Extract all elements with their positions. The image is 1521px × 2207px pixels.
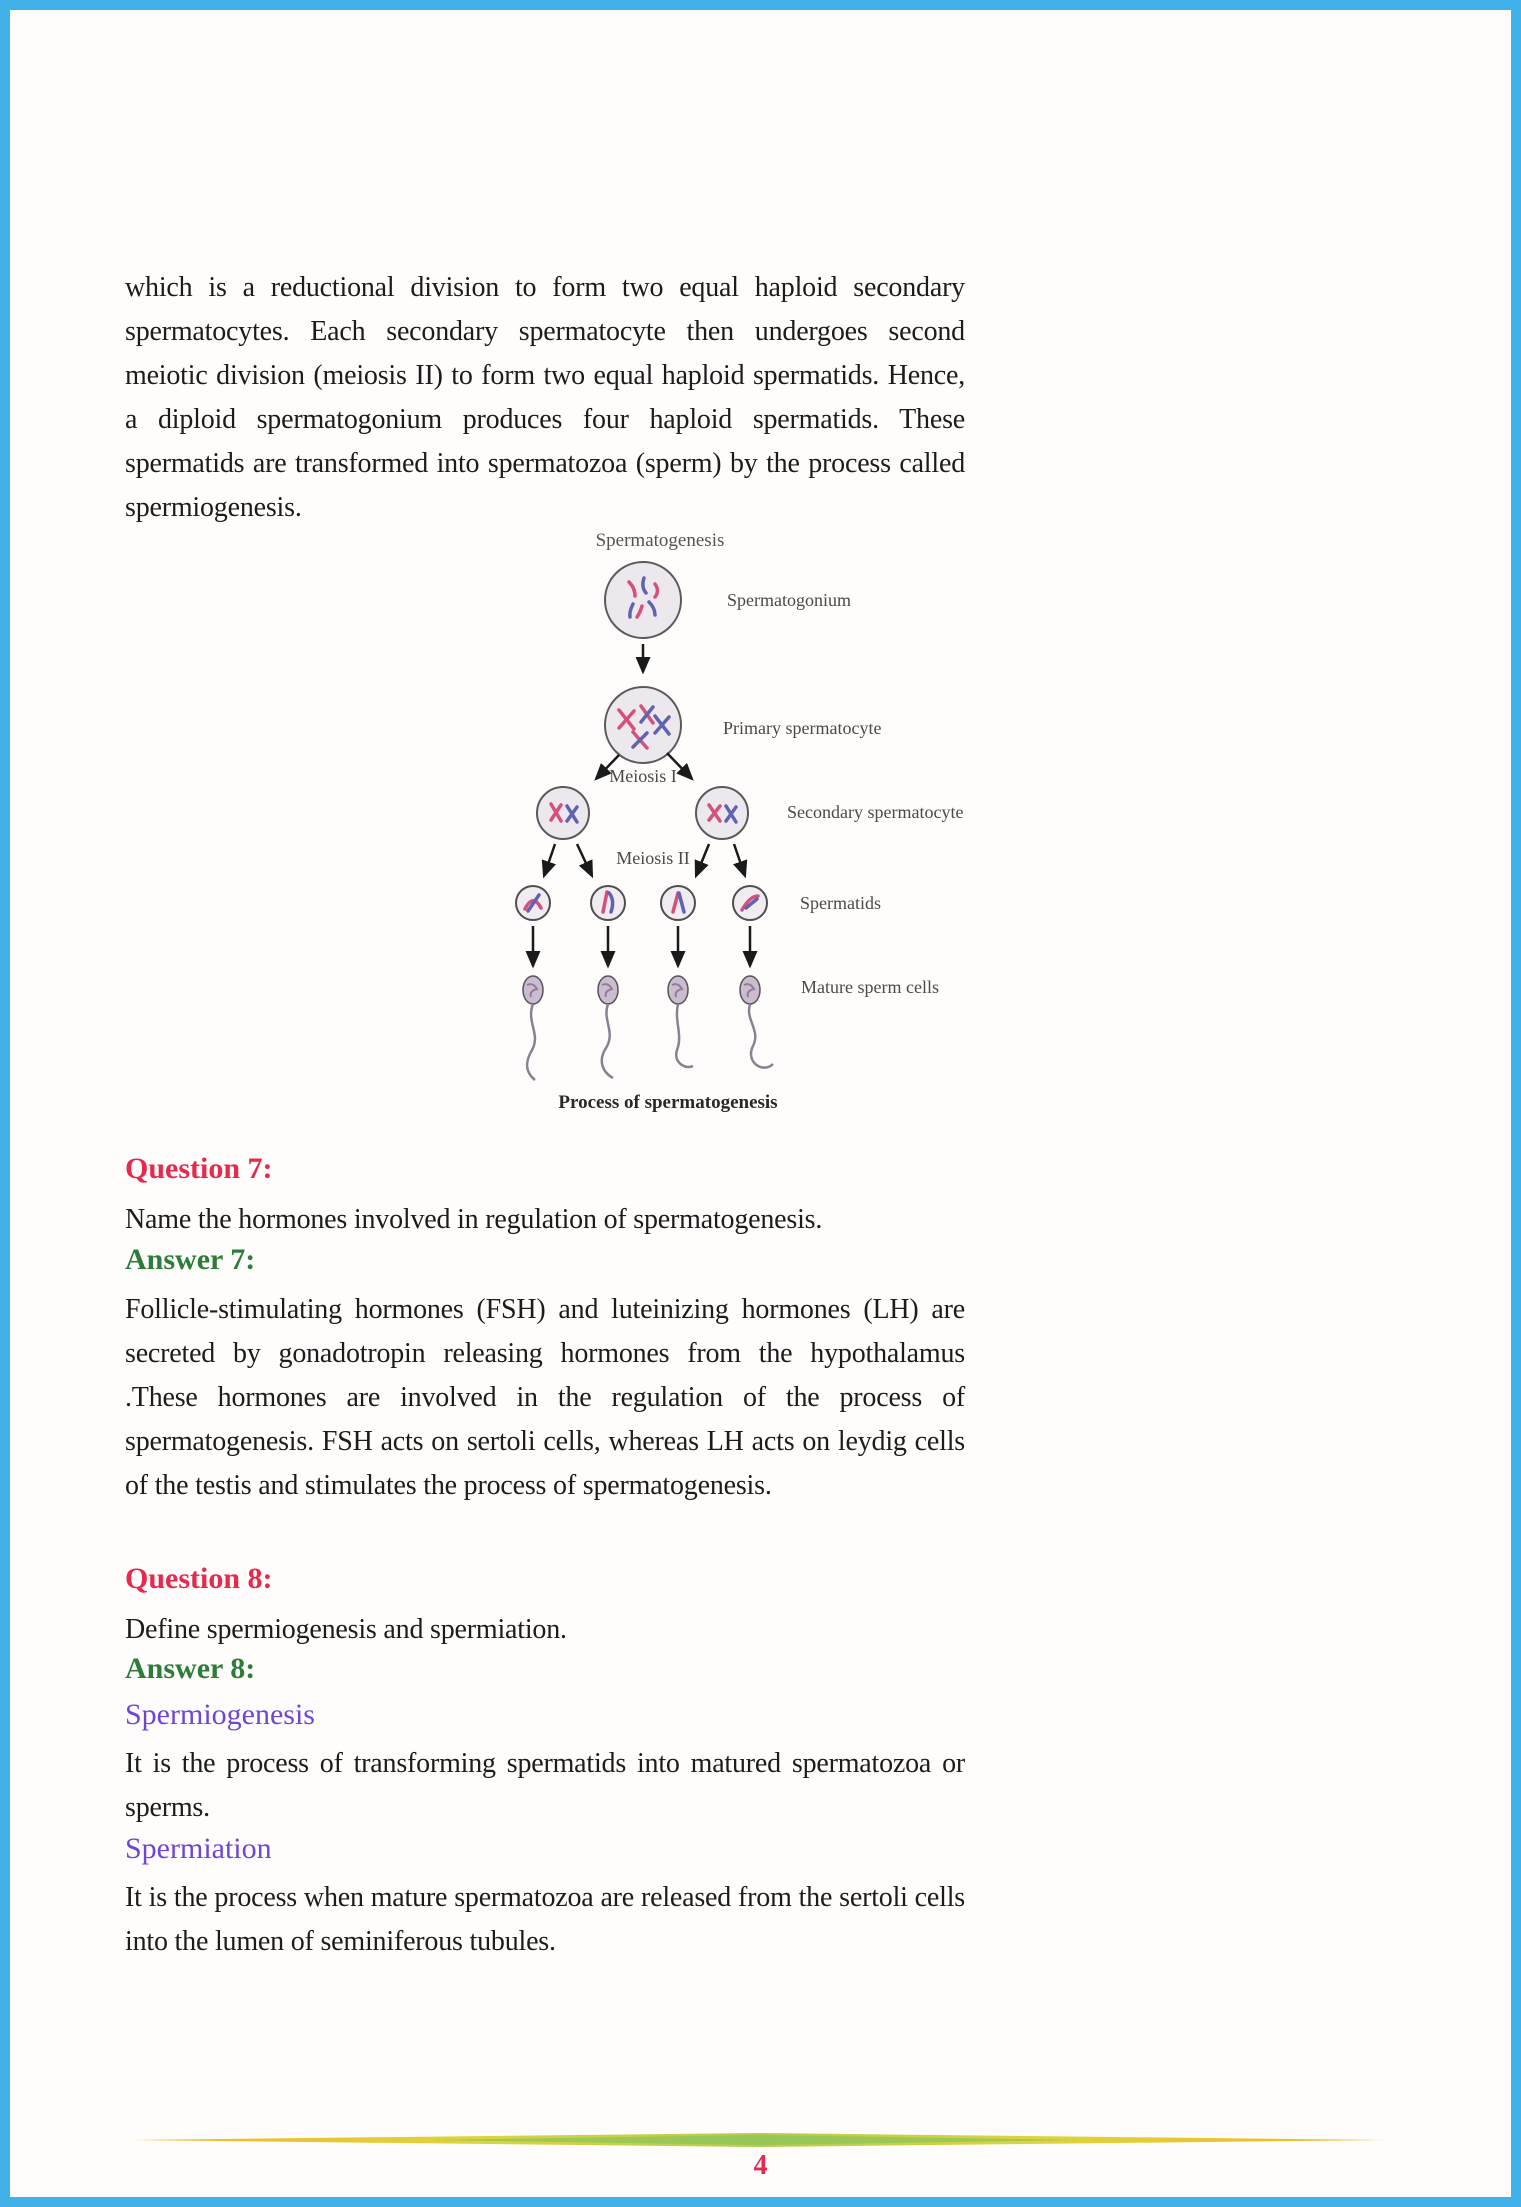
- label-meiosis-2: Meiosis II: [616, 848, 690, 868]
- footer-divider-line: [130, 2132, 1385, 2148]
- secondary-spermatocyte-left: [537, 787, 589, 839]
- arrow-meiosis2-1: [544, 844, 555, 876]
- label-secondary-spermatocyte: Secondary spermatocyte: [787, 802, 964, 822]
- spermatogonium-cell: [605, 562, 681, 638]
- question-7-heading: Question 7:: [125, 1152, 273, 1185]
- label-spermatogonium: Spermatogonium: [727, 590, 851, 610]
- answer-7-text: Follicle-stimulating hormones (FSH) and luteinizing hormones (LH) are secreted by gonadotropin releasing hormones from the hypothalamus .These hormones are involved in the regulation of the process of spermatogenesis. FSH acts on sertoli cells, whereas LH acts on leydig cells of the testis and stimulates the process of spermatogenesis.: [125, 1294, 965, 1501]
- intro-paragraph: which is a reductional division to form two equal haploid secondary spermatocytes. Each secondary spermatocyte then undergoes second meiotic division (meiosis II) to form two equal haploid spermatids. Hence, a diploid spermatogonium produces four haploid spermatids. These spermatids are transformed into spermatozoa (sperm) by the process called spermiogenesis.: [125, 272, 965, 523]
- spermiation-definition: It is the process when mature spermatozoa are released from the sertoli cells into the lumen of seminiferous tubules.: [125, 1882, 965, 1957]
- arrow-meiosis2-4: [734, 844, 745, 876]
- spermiogenesis-definition: It is the process of transforming spermatids into matured spermatozoa or sperms.: [125, 1748, 965, 1823]
- question-7-text: Name the hormones involved in regulation of spermatogenesis.: [125, 1204, 823, 1235]
- primary-spermatocyte-cell: [605, 687, 681, 763]
- spermiation-subheading: Spermiation: [125, 1832, 272, 1865]
- spermiogenesis-subheading: Spermiogenesis: [125, 1698, 315, 1731]
- page-number: 4: [753, 2150, 768, 2181]
- label-mature-sperm-cells: Mature sperm cells: [801, 977, 939, 997]
- label-spermatids: Spermatids: [800, 893, 881, 913]
- question-8-text: Define spermiogenesis and spermiation.: [125, 1614, 567, 1645]
- arrow-meiosis2-3: [696, 844, 709, 876]
- question-8-heading: Question 8:: [125, 1562, 273, 1595]
- mature-sperm-cells: [523, 976, 773, 1080]
- secondary-spermatocyte-right: [696, 787, 748, 839]
- label-meiosis-1: Meiosis I: [609, 766, 677, 786]
- answer-8-heading: Answer 8:: [125, 1652, 256, 1685]
- answer-7-heading: Answer 7:: [125, 1243, 256, 1276]
- arrow-meiosis2-2: [577, 844, 592, 876]
- spermatogenesis-diagram: [495, 522, 1005, 1122]
- diagram-caption: Process of spermatogenesis: [558, 1092, 778, 1113]
- spermatid-cells: [516, 886, 767, 920]
- diagram-title: Spermatogenesis: [595, 530, 725, 551]
- label-primary-spermatocyte: Primary spermatocyte: [723, 718, 882, 738]
